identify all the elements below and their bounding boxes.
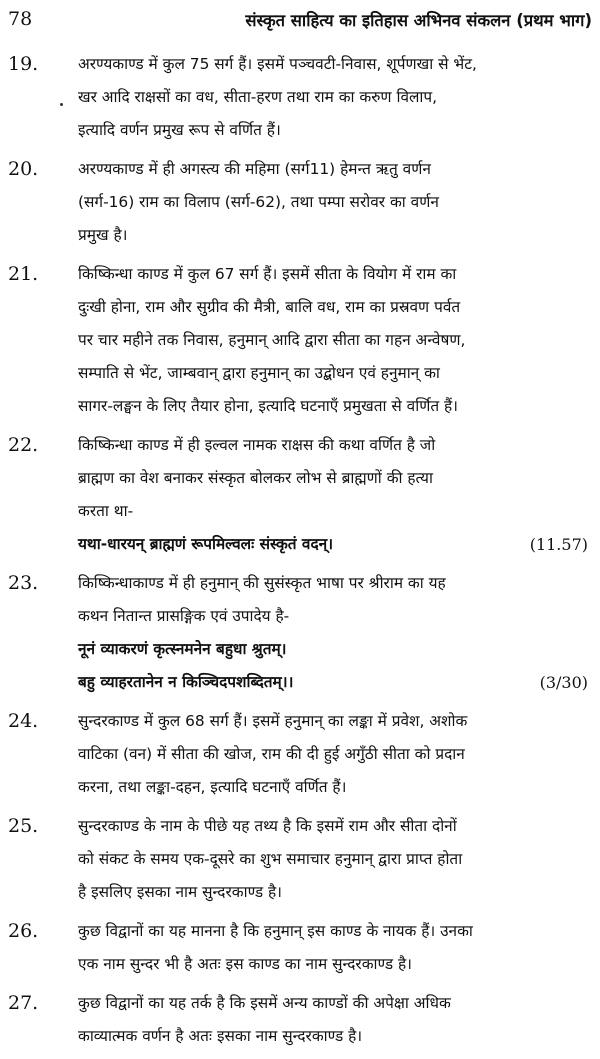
entry-text	[78, 258, 600, 423]
entry-text	[78, 153, 600, 252]
verse-line-with-ref	[78, 666, 592, 699]
quote-body	[0, 528, 600, 561]
text-line: काव्यात्मक वर्णन है अतः इसका नाम सुन्दरकाण्ड है।	[78, 1027, 363, 1045]
page-number: 78	[8, 8, 33, 30]
entry-list	[0, 48, 600, 1059]
text-line: कथन नितान्त प्रासङ्गिक एवं उपादेय है-	[78, 607, 290, 625]
running-title: संस्कृत साहित्य का इतिहास अभिनव संकलन (प्रथम भाग)	[245, 10, 592, 30]
entry-text	[78, 48, 600, 147]
text-line: इत्यादि वर्णन प्रमुख रूप से वर्णित हैं।	[78, 121, 281, 139]
list-item	[0, 567, 600, 699]
entry-text	[78, 705, 600, 804]
list-item	[0, 810, 600, 909]
text-line: (सर्ग-16) राम का विलाप (सर्ग-62), तथा पम्पा सरोवर का वर्णन	[78, 193, 439, 211]
text-line: सम्पाति से भेंट, जाम्बवान् द्वारा हनुमान् का उद्बोधन एवं हनुमान् का	[78, 364, 440, 382]
entry-number: 23.	[8, 572, 39, 594]
entry-text	[78, 987, 600, 1053]
text-line: किष्किन्धाकाण्ड में ही हनुमान् की सुसंस्कृत भाषा पर श्रीराम का यह	[78, 574, 446, 592]
text-line: किष्किन्धा काण्ड में ही इल्वल नामक राक्षस की कथा वर्णित है जो	[78, 436, 436, 454]
text-line: सुन्दरकाण्ड के नाम के पीछे यह तथ्य है कि इसमें राम और सीता दोनों	[78, 817, 457, 835]
text-line: सुन्दरकाण्ड में कुल 68 सर्ग हैं। इसमें हनुमान् का लङ्का में प्रवेश, अशोक	[78, 712, 468, 730]
list-item	[0, 48, 600, 147]
text-line: अरण्यकाण्ड में कुल 75 सर्ग हैं। इसमें पञ्चवटी-निवास, शूर्पणखा से भेंट,	[78, 55, 477, 73]
text-line: पर चार महीने तक निवास, हनुमान् आदि द्वारा सीता का गहन अन्वेषण,	[78, 331, 466, 349]
text-line: दुःखी होना, राम और सुग्रीव की मैत्री, बालि वध, राम का प्रस्रवण पर्वत	[78, 298, 461, 316]
text-line: खर आदि राक्षसों का वध, सीता-हरण तथा राम का करुण विलाप,	[78, 88, 438, 106]
list-item	[0, 429, 600, 528]
text-line: को संकट के समय एक-दूसरे का शुभ समाचार हनुमान् द्वारा प्राप्त होता	[78, 850, 463, 868]
entry-text	[78, 810, 600, 909]
quoted-verse: यथा-धारयन् ब्राह्मणं रूपमिल्वलः संस्कृतं वदन्।	[78, 535, 334, 553]
list-item	[0, 987, 600, 1053]
text-line: अरण्यकाण्ड में ही अगस्त्य की महिमा (सर्ग11) हेमन्त ऋतु वर्णन	[78, 160, 431, 178]
text-line: सागर-लङ्घन के लिए तैयार होना, इत्यादि घटनाएँ प्रमुखता से वर्णित हैं।	[78, 397, 459, 415]
text-line: कुछ विद्वानों का यह मानना है कि हनुमान् इस काण्ड के नायक हैं। उनका	[78, 922, 473, 940]
text-line: वाटिका (वन) में सीता की खोज, राम की दी हुई अगुँठी सीता को प्रदान	[78, 745, 465, 763]
text-line: है इसलिए इसका नाम सुन्दरकाण्ड है।	[78, 883, 283, 901]
entry-number: 25.	[8, 815, 39, 837]
quoted-verse-line	[78, 528, 592, 561]
entry-text	[78, 429, 600, 528]
entry-number: 26.	[8, 920, 39, 942]
list-item	[0, 153, 600, 252]
entry-text	[78, 915, 600, 981]
text-line: करता था-	[78, 502, 134, 520]
entry-number: 21.	[8, 263, 39, 285]
entry-number: 19.	[8, 53, 39, 75]
entry-number: 22.	[8, 434, 39, 456]
verse-text: बहु व्याहरतानेन न किञ्चिदपशब्दितम्।।	[78, 673, 294, 691]
text-line: कुछ विद्वानों का यह तर्क है कि इसमें अन्य काण्डों की अपेक्षा अधिक	[78, 994, 451, 1012]
entry-number: 27.	[8, 992, 39, 1014]
list-item	[0, 705, 600, 804]
quote-row	[0, 528, 600, 561]
text-line: एक नाम सुन्दर भी है अतः इस काण्ड का नाम सुन्दरकाण्ड है।	[78, 955, 412, 973]
verse-line: नूनं व्याकरणं कृत्स्नमनेन बहुधा श्रुतम्।	[78, 640, 287, 658]
entry-text	[78, 567, 600, 699]
list-item	[0, 915, 600, 981]
text-line: प्रमुख है।	[78, 226, 128, 244]
text-line: करना, तथा लङ्का-दहन, इत्यादि घटनाएँ वर्णित हैं।	[78, 778, 347, 796]
text-line: किष्किन्धा काण्ड में कुल 67 सर्ग हैं। इसमें सीता के वियोग में राम का	[78, 265, 457, 283]
text-line: ब्राह्मण का वेश बनाकर संस्कृत बोलकर लोभ से ब्राह्मणों की हत्या	[78, 469, 433, 487]
page-header	[8, 4, 592, 34]
entry-number: 20.	[8, 158, 39, 180]
verse-reference: (11.57)	[529, 535, 588, 554]
verse-reference: (3/30)	[539, 673, 588, 692]
list-item	[0, 258, 600, 423]
entry-number: 24.	[8, 710, 39, 732]
